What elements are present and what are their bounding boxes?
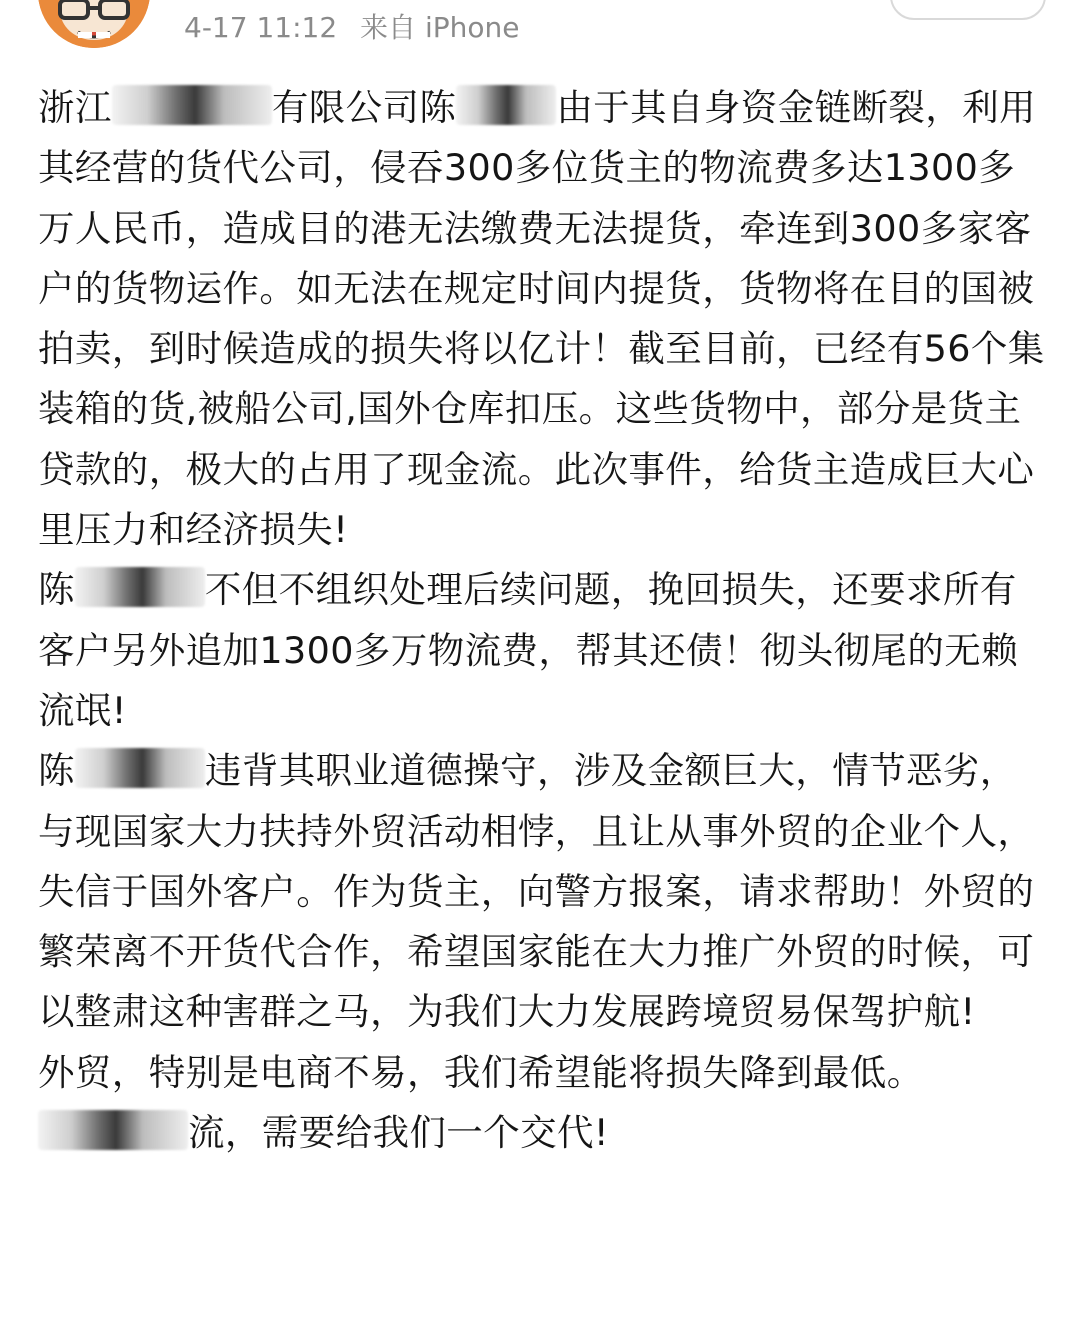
post-paragraph xyxy=(38,1043,1048,1164)
post-text: 外贸，特别是电商不易，我们希望能将损失降到最低。 xyxy=(38,1050,924,1094)
post-paragraph xyxy=(38,560,1048,741)
cartoon-avatar-icon xyxy=(38,0,150,48)
post-source: 来自 iPhone xyxy=(360,11,520,44)
redacted-text xyxy=(112,85,272,125)
redacted-text xyxy=(456,85,556,125)
post-text: 流，需要给我们一个交代! xyxy=(188,1111,609,1155)
post-paragraph xyxy=(38,78,1048,560)
redacted-text xyxy=(38,1110,188,1150)
post-text: 有限公司陈 xyxy=(271,86,457,129)
post-body xyxy=(38,78,1048,1163)
post-text: 违背其职业道德操守，涉及金额巨大，情节恶劣，与现国家大力扶持外贸活动相悖，且让从事外贸的企业个人，失信于国外客户。作为货主，向警方报案，请求帮助！外贸的繁荣离不开货代合作，希望国家能在大力推广外贸的时候，可以整肃这种害群之马，为我们大力发展跨境贸易保驾护航! xyxy=(38,749,1035,1034)
user-avatar[interactable] xyxy=(38,0,150,48)
post-text: 由于其自身资金链断裂，利用其经营的货代公司，侵吞300多位货主的物流费多达1300多万人民币，造成目的港无法缴费无法提货，牵连到300多家客户的货物运作。如无法在规定时间内提货，货物将在目的国被拍卖，到时候造成的损失将以亿计！截至目前，已经有56个集装箱的货,被船公司,国外仓库扣压。这些货物中，部分是货主贷款的，极大的占用了现金流。此次事件，给货主造成巨大心里压力和经济损失! xyxy=(38,86,1045,552)
post-text: 陈 xyxy=(38,749,75,793)
post-timestamp: 4-17 11:12 xyxy=(184,11,338,44)
redacted-text xyxy=(75,748,205,788)
follow-button[interactable] xyxy=(890,0,1046,20)
post-text: 不但不组织处理后续问题，挽回损失，还要求所有客户另外追加1300多万物流费，帮其还债！彻头彻尾的无赖流氓! xyxy=(38,568,1019,732)
post-paragraph xyxy=(38,741,1048,1042)
redacted-text xyxy=(75,567,205,607)
post-text: 浙江 xyxy=(38,86,112,129)
post-text: 陈 xyxy=(38,568,75,612)
post-meta xyxy=(184,8,519,48)
